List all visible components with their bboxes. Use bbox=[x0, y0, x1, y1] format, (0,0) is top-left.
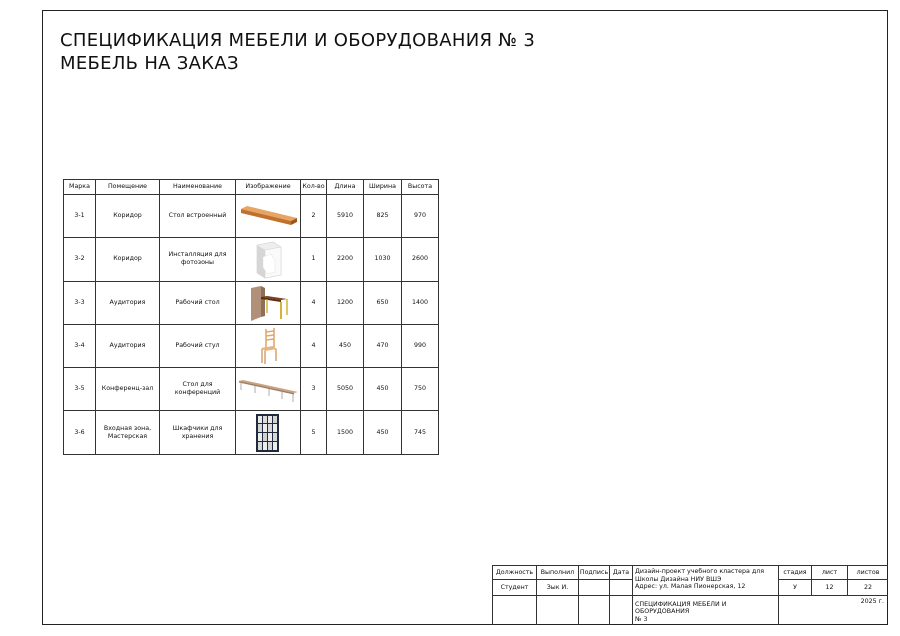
stamp-empty-cell bbox=[536, 595, 578, 625]
stamp-signature-label: Подпись bbox=[578, 565, 609, 579]
cell-length: 1200 bbox=[327, 281, 364, 324]
stamp-sheet-title bbox=[632, 595, 778, 625]
cell-width: 650 bbox=[364, 281, 402, 324]
cell-room: Входная зона, Мастерская bbox=[96, 411, 160, 454]
specification-table bbox=[63, 179, 439, 455]
built-in-table-icon bbox=[237, 196, 299, 236]
stamp-position-label: Должность bbox=[492, 565, 536, 579]
stamp-stage-value: У bbox=[778, 579, 811, 595]
table-row bbox=[64, 238, 439, 281]
cell-qty: 1 bbox=[301, 238, 327, 281]
stamp-empty-cell bbox=[609, 595, 632, 625]
storage-lockers-icon bbox=[237, 413, 299, 453]
cell-name: Рабочий стол bbox=[160, 281, 236, 324]
cell-name: Стол для конференций bbox=[160, 368, 236, 411]
stamp-sheet-value: 12 bbox=[811, 579, 847, 595]
cell-mark: 3-6 bbox=[64, 411, 96, 454]
cell-height: 745 bbox=[402, 411, 439, 454]
cell-height: 970 bbox=[402, 195, 439, 238]
cell-name: Стол встроенный bbox=[160, 195, 236, 238]
cell-image bbox=[236, 324, 301, 367]
cell-image bbox=[236, 368, 301, 411]
page-title-line2: МЕБЕЛЬ НА ЗАКАЗ bbox=[60, 53, 239, 74]
cell-qty: 2 bbox=[301, 195, 327, 238]
stamp-sheet-label: лист bbox=[811, 565, 847, 579]
stamp-empty-cell bbox=[492, 595, 536, 625]
stamp-year: 2025 г. bbox=[778, 595, 888, 625]
cell-room: Коридор bbox=[96, 238, 160, 281]
photo-zone-installation-icon bbox=[237, 239, 299, 279]
cell-room: Аудитория bbox=[96, 281, 160, 324]
cell-qty: 4 bbox=[301, 281, 327, 324]
column-header-height: Высота bbox=[402, 180, 439, 195]
cell-length: 1500 bbox=[327, 411, 364, 454]
column-header-length: Длина bbox=[327, 180, 364, 195]
cell-room: Коридор bbox=[96, 195, 160, 238]
page-title-line1: СПЕЦИФИКАЦИЯ МЕБЕЛИ И ОБОРУДОВАНИЯ № 3 bbox=[60, 30, 536, 51]
column-header-room: Помещение bbox=[96, 180, 160, 195]
cell-mark: 3-3 bbox=[64, 281, 96, 324]
stamp-project-line3: Адрес: ул. Малая Пионерская, 12 bbox=[635, 583, 746, 590]
stamp-project-line1: Дизайн-проект учебного кластера для bbox=[635, 568, 765, 575]
cell-length: 5910 bbox=[327, 195, 364, 238]
table-row bbox=[64, 411, 439, 454]
cell-width: 1030 bbox=[364, 238, 402, 281]
stamp-date-label: Дата bbox=[609, 565, 632, 579]
column-header-name: Наименование bbox=[160, 180, 236, 195]
cell-name: Рабочий стул bbox=[160, 324, 236, 367]
stamp-project-info bbox=[632, 565, 778, 595]
table-row bbox=[64, 281, 439, 324]
title-block bbox=[492, 565, 888, 625]
stamp-sheet-title-line1: СПЕЦИФИКАЦИЯ МЕБЕЛИ И ОБОРУДОВАНИЯ bbox=[635, 600, 727, 615]
stamp-sheet-title-line2: № 3 bbox=[635, 615, 648, 623]
page-title bbox=[60, 29, 535, 75]
column-header-width: Ширина bbox=[364, 180, 402, 195]
cell-width: 450 bbox=[364, 368, 402, 411]
cell-mark: 3-1 bbox=[64, 195, 96, 238]
column-header-qty: Кол-во bbox=[301, 180, 327, 195]
table-header-row bbox=[64, 180, 439, 195]
cell-qty: 4 bbox=[301, 324, 327, 367]
column-header-image: Изображение bbox=[236, 180, 301, 195]
table-row bbox=[64, 368, 439, 411]
cell-height: 990 bbox=[402, 324, 439, 367]
stamp-performed-label: Выполнил bbox=[536, 565, 578, 579]
cell-room: Конференц-зал bbox=[96, 368, 160, 411]
cell-length: 2200 bbox=[327, 238, 364, 281]
cell-image bbox=[236, 195, 301, 238]
cell-height: 750 bbox=[402, 368, 439, 411]
cell-width: 825 bbox=[364, 195, 402, 238]
cell-image bbox=[236, 281, 301, 324]
stamp-sheets-value: 22 bbox=[847, 579, 888, 595]
stamp-sheets-label: листов bbox=[847, 565, 888, 579]
cell-height: 2600 bbox=[402, 238, 439, 281]
cell-mark: 3-5 bbox=[64, 368, 96, 411]
stamp-performed-value: Зык И. bbox=[536, 579, 578, 595]
cell-width: 470 bbox=[364, 324, 402, 367]
cell-qty: 5 bbox=[301, 411, 327, 454]
cell-length: 5050 bbox=[327, 368, 364, 411]
table-row bbox=[64, 195, 439, 238]
cell-image bbox=[236, 411, 301, 454]
stamp-stage-label: стадия bbox=[778, 565, 811, 579]
cell-image bbox=[236, 238, 301, 281]
stamp-empty-cell bbox=[578, 595, 609, 625]
cell-room: Аудитория bbox=[96, 324, 160, 367]
cell-mark: 3-2 bbox=[64, 238, 96, 281]
column-header-mark: Марка bbox=[64, 180, 96, 195]
stamp-signature-value bbox=[578, 579, 609, 595]
cell-name: Инсталляция для фотозоны bbox=[160, 238, 236, 281]
conference-table-icon bbox=[237, 369, 299, 409]
table-row bbox=[64, 324, 439, 367]
cell-length: 450 bbox=[327, 324, 364, 367]
stamp-date-value bbox=[609, 579, 632, 595]
work-desk-icon bbox=[237, 283, 299, 323]
stamp-project-line2: Школы Дизайна НИУ ВШЭ bbox=[635, 575, 722, 583]
cell-height: 1400 bbox=[402, 281, 439, 324]
cell-mark: 3-4 bbox=[64, 324, 96, 367]
cell-width: 450 bbox=[364, 411, 402, 454]
cell-qty: 3 bbox=[301, 368, 327, 411]
work-chair-icon bbox=[237, 326, 299, 366]
cell-name: Шкафчики для хранения bbox=[160, 411, 236, 454]
stamp-position-value: Студент bbox=[492, 579, 536, 595]
